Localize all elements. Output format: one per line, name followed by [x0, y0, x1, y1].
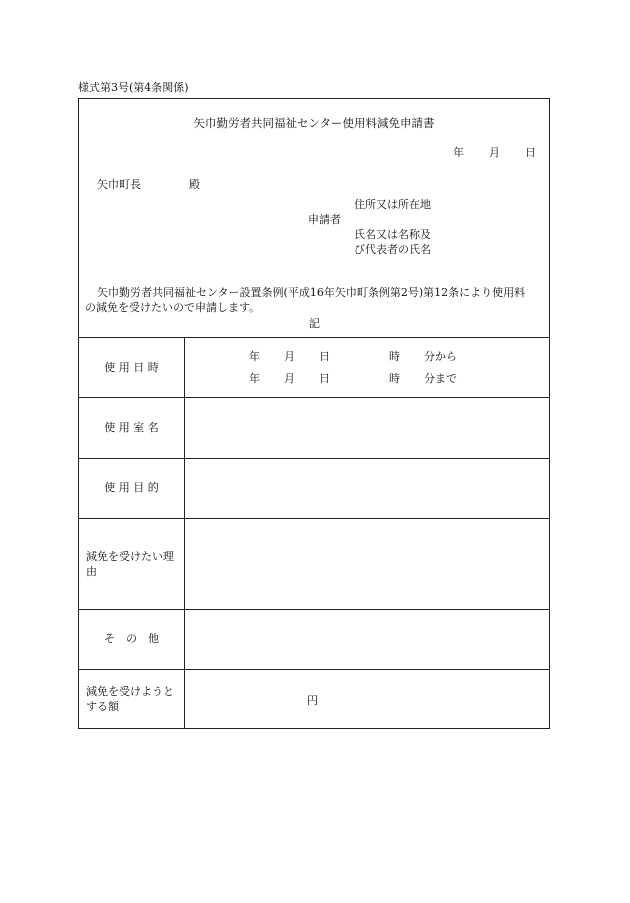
from-minute: 分から [424, 350, 457, 363]
reason-field[interactable] [185, 519, 549, 608]
to-hour: 時 [389, 372, 400, 385]
applicant-address-label: 住所又は所在地 [354, 198, 431, 211]
other-label: そ の 他 [104, 632, 159, 645]
purpose-label: 使 用 目 的 [104, 481, 159, 494]
amount-label: 減免を受けようとする額 [86, 685, 174, 713]
ki-heading: 記 [309, 317, 320, 330]
form-number: 様式第3号(第4条関係) [78, 81, 189, 94]
purpose-field[interactable] [185, 459, 549, 517]
amount-unit: 円 [307, 694, 318, 707]
room-name-field[interactable] [185, 398, 549, 457]
to-month: 月 [284, 372, 295, 385]
addressee-honorific: 殿 [189, 178, 200, 191]
from-month: 月 [284, 350, 295, 363]
to-year: 年 [249, 372, 260, 385]
from-hour: 時 [389, 350, 400, 363]
from-day: 日 [319, 350, 330, 363]
applicant-name-label-2: び代表者の氏名 [354, 243, 431, 256]
date-month-label: 月 [489, 146, 500, 159]
body-text-line-1: 矢巾勤労者共同福祉センター設置条例(平成16年矢巾町条例第2号)第12条により使用料 [97, 286, 526, 299]
amount-field[interactable] [185, 670, 549, 728]
usage-datetime-label: 使 用 日 時 [104, 361, 159, 374]
addressee-name: 矢巾町長 [97, 178, 141, 191]
applicant-name-label-1: 氏名又は名称及 [354, 228, 431, 241]
applicant-label: 申請者 [308, 213, 341, 226]
body-text-line-2: の減免を受けたいので申請します。 [85, 301, 261, 314]
form-title: 矢巾勤労者共同福祉センター使用料減免申請書 [193, 116, 435, 130]
date-year-label: 年 [453, 146, 464, 159]
application-form [78, 98, 550, 729]
to-day: 日 [319, 372, 330, 385]
reason-label: 減免を受けたい理由 [86, 550, 174, 578]
other-field[interactable] [185, 610, 549, 668]
table-top-border [79, 337, 549, 338]
room-name-label: 使 用 室 名 [104, 421, 159, 434]
to-minute: 分まで [424, 372, 457, 385]
date-day-label: 日 [525, 146, 536, 159]
from-year: 年 [249, 350, 260, 363]
